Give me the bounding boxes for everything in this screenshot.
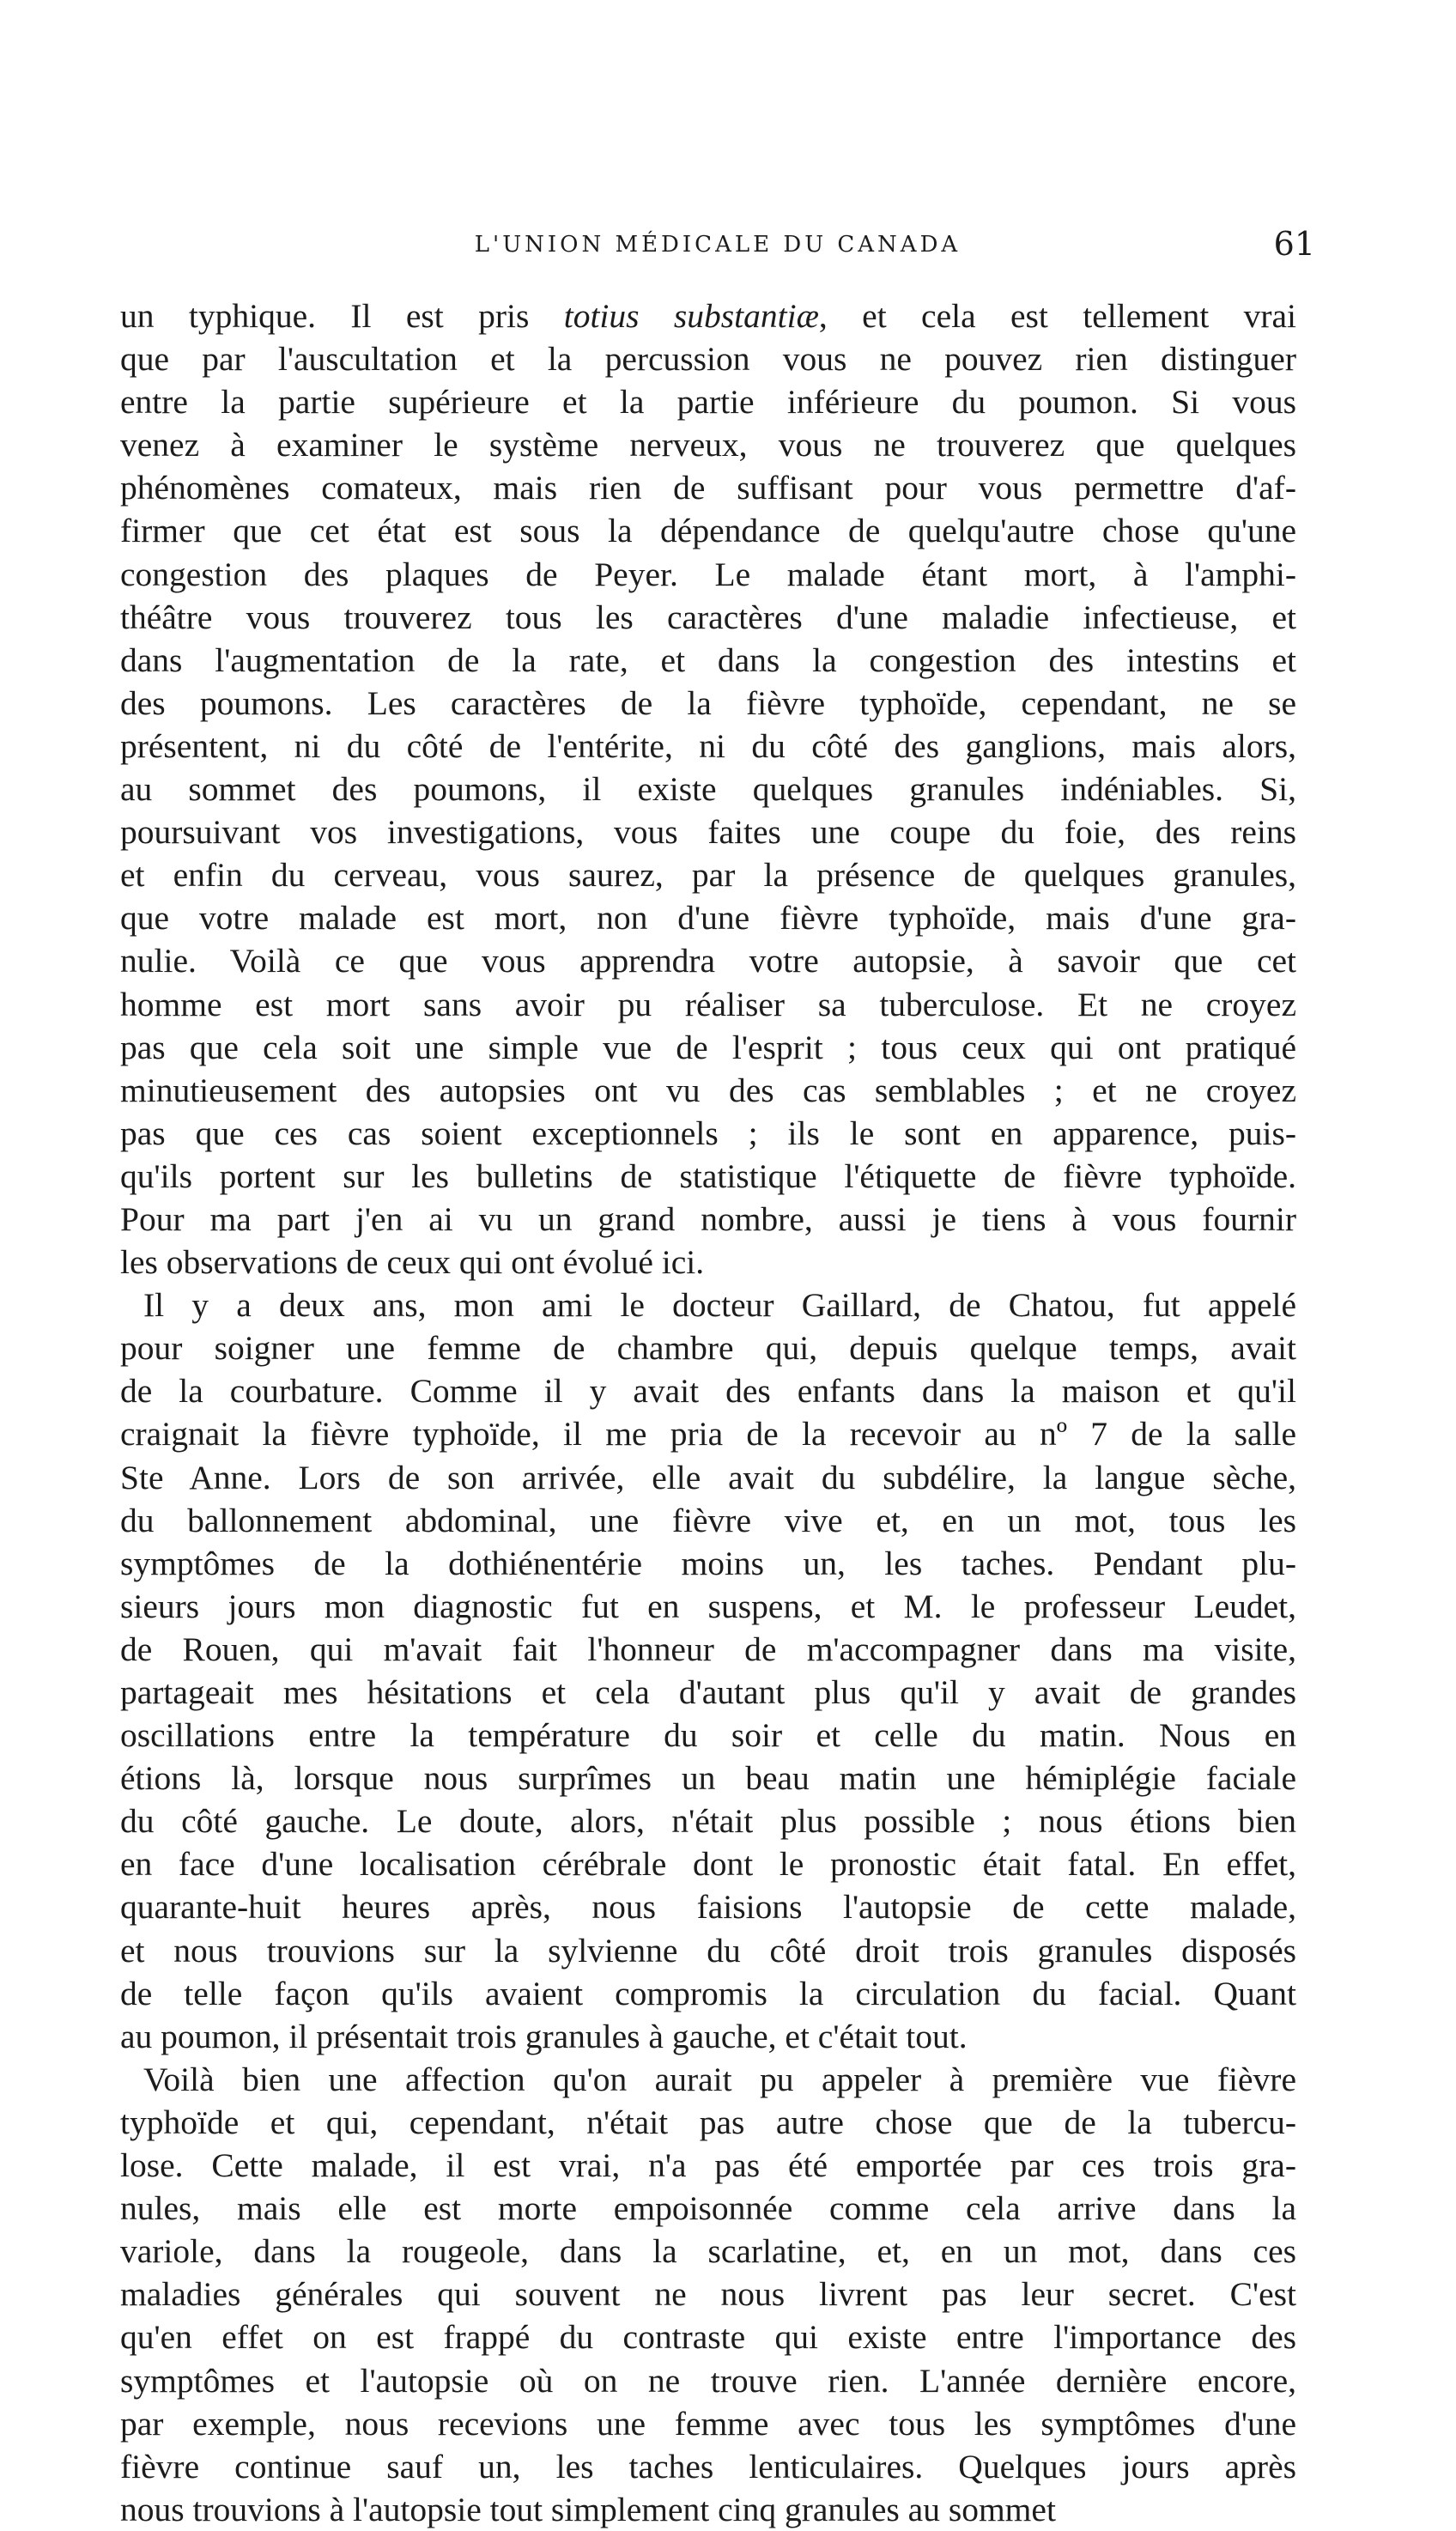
text-line: des poumons. Les caractères de la fièvre typhoïde, cependant, ne se — [120, 683, 1296, 722]
text-line: théâtre vous trouverez tous les caractères d'une maladie infectieuse, et — [120, 598, 1296, 636]
paragraph — [120, 1284, 1296, 2058]
text-line: par exemple, nous recevions une femme avec tous les symptômes d'une — [120, 2404, 1296, 2443]
text-line: pas que ces cas soient exceptionnels ; ils le sont en apparence, puis- — [120, 1114, 1296, 1152]
text-line: de telle façon qu'ils avaient compromis la circulation du facial. Quant — [120, 1974, 1296, 2012]
journal-title: L'UNION MÉDICALE DU CANADA — [474, 232, 962, 258]
text-line: Pour ma part j'en ai vu un grand nombre, aussi je tiens à vous fournir — [120, 1199, 1296, 1238]
text-line: du ballonnement abdominal, une fièvre vive et, en un mot, tous les — [120, 1501, 1296, 1539]
page-number: 61 — [1273, 225, 1315, 263]
text-line: venez à examiner le système nerveux, vous ne trouverez que quelques — [120, 426, 1296, 464]
text-line: du côté gauche. Le doute, alors, n'était plus possible ; nous étions bien — [120, 1802, 1296, 1841]
body-text — [120, 294, 1296, 2531]
text-line: symptômes et l'autopsie où on ne trouve rien. L'année dernière encore, — [120, 2361, 1296, 2400]
text-line: au poumon, il présentait trois granules à gauche, et c'était tout. — [120, 2017, 968, 2055]
text-line: pas que cela soit une simple vue de l'esprit ; tous ceux qui ont pratiqué — [120, 1028, 1296, 1066]
text-line: typhoïde et qui, cependant, n'était pas autre chose que de la tubercu- — [120, 2103, 1296, 2141]
text-line: poursuivant vos investigations, vous faites une coupe du foie, des reins — [120, 813, 1296, 852]
text-line: en face d'une localisation cérébrale dont le pronostic était fatal. En effet, — [120, 1845, 1296, 1884]
text-line: minutieusement des autopsies ont vu des cas semblables ; et ne croyez — [120, 1071, 1296, 1109]
text-line: phénomènes comateux, mais rien de suffisant pour vous permettre d'af- — [120, 469, 1296, 507]
running-header — [120, 225, 1315, 268]
text-line: oscillations entre la température du soir et celle du matin. Nous en — [120, 1716, 1296, 1755]
text-line: quarante-huit heures après, nous faisions l'autopsie de cette malade, — [120, 1888, 1296, 1927]
text-line: et nous trouvions sur la sylvienne du côté droit trois granules disposés — [120, 1931, 1296, 1970]
text-line: congestion des plaques de Peyer. Le malade étant mort, à l'amphi- — [120, 555, 1296, 593]
text-line: présentent, ni du côté de l'entérite, ni du côté des ganglions, mais alors, — [120, 726, 1296, 765]
text-line: que par l'auscultation et la percussion vous ne pouvez rien distinguer — [120, 340, 1296, 379]
paragraph — [120, 294, 1296, 1284]
text-line: étions là, lorsque nous surprîmes un beau matin une hémiplégie faciale — [120, 1759, 1296, 1798]
text-line: que votre malade est mort, non d'une fièvre typhoïde, mais d'une gra- — [120, 899, 1296, 938]
text-line: sieurs jours mon diagnostic fut en suspens, et M. le professeur Leudet, — [120, 1587, 1296, 1625]
paragraph — [120, 2058, 1296, 2531]
text-line: entre la partie supérieure et la partie inférieure du poumon. Si vous — [120, 383, 1296, 422]
text-line: symptômes de la dothiénentérie moins un, les taches. Pendant plu- — [120, 1544, 1296, 1582]
text-line: Ste Anne. Lors de son arrivée, elle avait du subdélire, la langue sèche, — [120, 1458, 1296, 1496]
text-line: de la courbature. Comme il y avait des enfants dans la maison et qu'il — [120, 1372, 1296, 1411]
text-line: dans l'augmentation de la rate, et dans la congestion des intestins et — [120, 640, 1296, 679]
text-line: de Rouen, qui m'avait fait l'honneur de m'accompagner dans ma visite, — [120, 1630, 1296, 1668]
text-line: Il y a deux ans, mon ami le docteur Gaillard, de Chatou, fut appelé — [143, 1286, 1296, 1325]
text-line: homme est mort sans avoir pu réaliser sa tuberculose. Et ne croyez — [120, 985, 1296, 1023]
text-line: partageait mes hésitations et cela d'autant plus qu'il y avait de grandes — [120, 1673, 1296, 1711]
text-line: les observations de ceux qui ont évolué ici. — [120, 1243, 705, 1282]
text-line: firmer que cet état est sous la dépendance de quelqu'autre chose qu'une — [120, 512, 1296, 550]
text-line: Voilà bien une affection qu'on aurait pu appeler à première vue fièvre — [143, 2060, 1296, 2098]
text-line: variole, dans la rougeole, dans la scarlatine, et, en un mot, dans ces — [120, 2232, 1296, 2271]
text-line: nous trouvions à l'autopsie tout simplement cinq granules au sommet — [120, 2490, 1056, 2528]
text-line: un typhique. Il est pris totius substantiæ, et cela est tellement vrai — [120, 297, 1296, 335]
text-line: au sommet des poumons, il existe quelques granules indéniables. Si, — [120, 770, 1296, 809]
text-line: fièvre continue sauf un, les taches lenticulaires. Quelques jours après — [120, 2447, 1296, 2485]
text-line: lose. Cette malade, il est vrai, n'a pas été emportée par ces trois gra- — [120, 2146, 1296, 2185]
text-line: pour soigner une femme de chambre qui, depuis quelque temps, avait — [120, 1329, 1296, 1368]
text-line: maladies générales qui souvent ne nous livrent pas leur secret. C'est — [120, 2275, 1296, 2314]
text-line: qu'en effet on est frappé du contraste qui existe entre l'importance des — [120, 2318, 1296, 2357]
text-line: qu'ils portent sur les bulletins de statistique l'étiquette de fièvre typhoïde. — [120, 1156, 1296, 1195]
text-line: craignait la fièvre typhoïde, il me pria de la recevoir au nº 7 de la salle — [120, 1415, 1296, 1454]
latin-phrase: totius substantiæ — [563, 297, 819, 335]
text-line: et enfin du cerveau, vous saurez, par la présence de quelques granules, — [120, 856, 1296, 895]
text-line: nulie. Voilà ce que vous apprendra votre autopsie, à savoir que cet — [120, 942, 1296, 980]
text-line: nules, mais elle est morte empoisonnée comme cela arrive dans la — [120, 2189, 1296, 2228]
